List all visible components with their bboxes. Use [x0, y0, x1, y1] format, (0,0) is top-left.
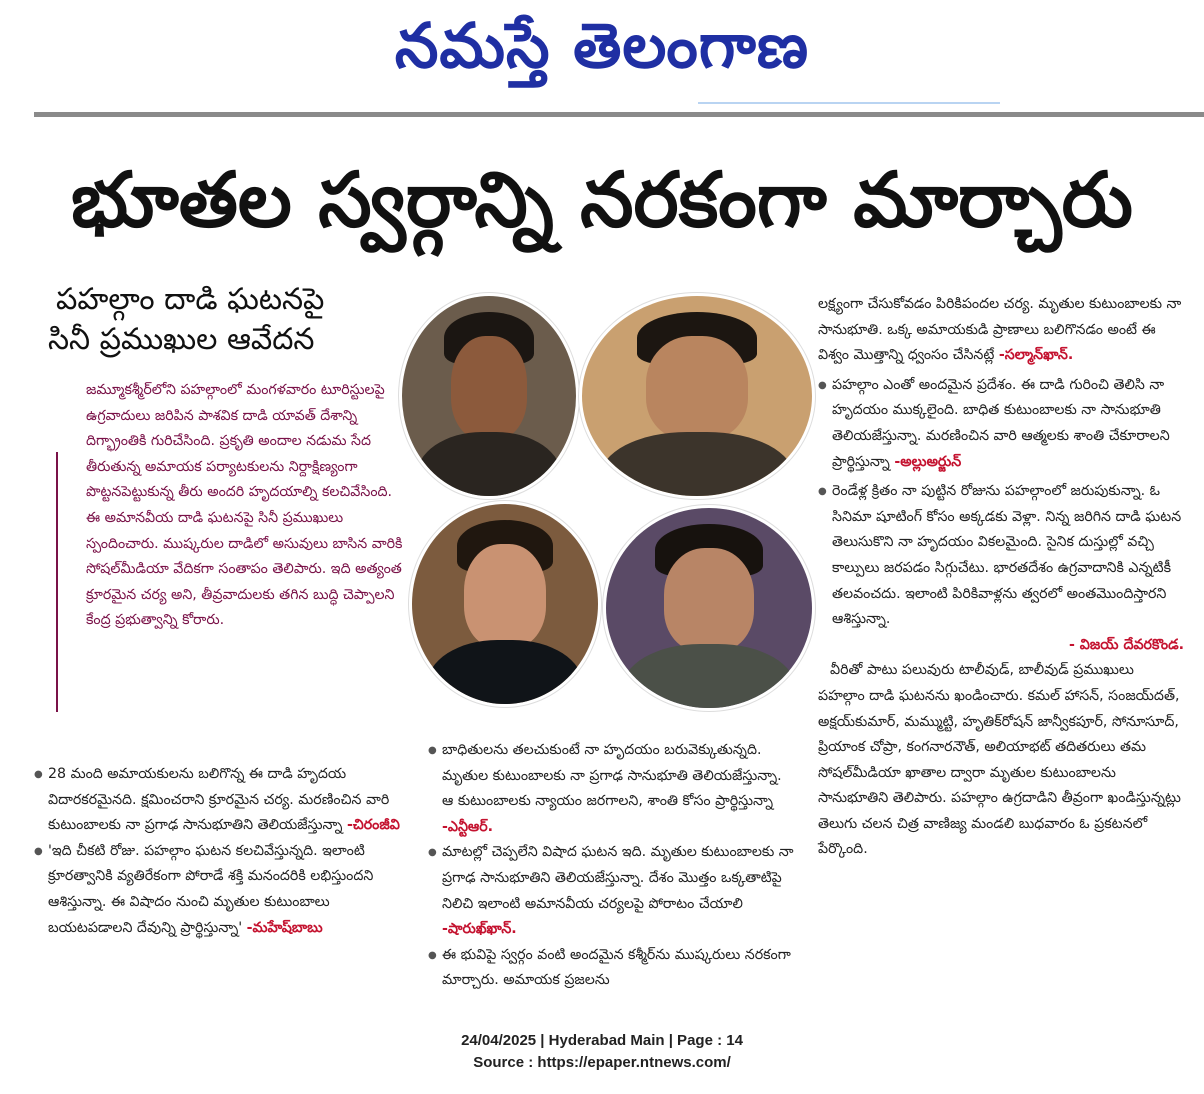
quote-salman-khan-start: ● ఈ భువిపై స్వర్గం వంటి అందమైన కశ్మీర్‌ను ముష్కరులు నరకంగా మార్చారు. అమాయక ప్రజలను: [428, 943, 796, 994]
photo-ntr: [582, 296, 812, 496]
credit-allu-arjun: -అల్లుఅర్జున్: [894, 453, 962, 470]
masthead-logo: నమస్తే తెలంగాణ: [394, 9, 810, 82]
subheadline-line-1: పహల్గాం దాడి ఘటనపై: [56, 282, 325, 317]
headline: భూతల స్వర్గాన్ని నరకంగా మార్చారు: [71, 155, 1133, 244]
closing-paragraph: వీరితో పాటు పలువురు టాలీవుడ్, బాలీవుడ్ ప్రముఖులు పహల్గాం దాడి ఘటనను ఖండించారు. కమల్ హాసన్, సంజయ్‌దత్, అక్షయ్‌కుమార్, మమ్ముట్టి, హృతిక్‌రోషన్ జాన్వీకపూర్, సోనూసూద్, ప్రియాంక చోప్రా, కంగనారనౌత్, అలియాభట్ తదితరులు తమ సోషల్‌మీడియా ఖాతాల ద్వారా మృతుల కుటుంబాలను సానుభూతిని తెలిపారు. పహల్గాం ఉగ్రదాడిని తీవ్రంగా ఖండిస్తున్నట్లు తెలుగు చలన చిత్ర వాణిజ్య మండలి బుధవారం ఓ ప్రకటనలో పేర్కొంది.: [818, 662, 1181, 858]
footer-edition-info: 24/04/2025 | Hyderabad Main | Page : 14: [461, 1032, 743, 1049]
middle-column: [428, 738, 796, 994]
photo-mahesh-babu: [412, 504, 598, 704]
credit-salman-khan: -సల్మాన్‌ఖాన్.: [998, 347, 1074, 364]
subheadline-line-2: సినీ ప్రముఖుల ఆవేదన: [48, 322, 315, 357]
credit-chiranjeevi: -చిరంజీవి: [347, 817, 400, 834]
credit-vijay-devarakonda: - విజయ్ దేవరకొండ.: [1068, 636, 1184, 653]
photo-chiranjeevi: [402, 296, 576, 496]
right-column: [818, 292, 1184, 863]
quote-chiranjeevi: ● 28 మంది అమాయకులను బలిగొన్న ఈ దాడి హృదయ విదారకరమైనది. క్షమించరాని క్రూరమైన చర్య. మరణించిన వారి కుటుంబాలకు నా ప్రగాఢ సానుభూతిని తెలియజేస్తున్నా -చిరంజీవి: [34, 762, 402, 839]
quote-shahrukh-khan: ● మాటల్లో చెప్పలేని విషాద ఘటన ఇది. మృతుల కుటుంబాలకు నా ప్రగాఢ సానుభూతిని తెలియజేస్తున్నా. దేశం మొత్తం ఒక్కతాటిపై నిలిచి ఇలాంటి అమానవీయ చర్యలపై పోరాటం చేయాలి -షారుఖ్‌ఖాన్.: [428, 840, 796, 942]
quote-ntr: ● బాధితులను తలచుకుంటే నా హృదయం బరువెక్కుతున్నది. మృతుల కుటుంబాలకు నా ప్రగాఢ సానుభూతి తెలియజేస్తున్నా. ఆ కుటుంబాలకు న్యాయం జరగాలని, శాంతి కోసం ప్రార్థిస్తున్నా -ఎన్టీఆర్.: [428, 738, 796, 840]
credit-mahesh-babu: -మహేష్‌బాబు: [246, 919, 323, 936]
left-column: [34, 762, 402, 941]
intro-accent-bar: [56, 452, 58, 712]
quote-salman-khan-cont: లక్ష్యంగా చేసుకోవడం పిరికిపందల చర్య. మృతుల కుటుంబాలకు నా సానుభూతి. ఒక్క అమాయకుడి ప్రాణాలు బలిగొనడం అంటే ఈ విశ్వం మొత్తాన్ని ధ్వంసం చేసినట్లే -సల్మాన్‌ఖాన్.: [818, 296, 1182, 364]
credit-ntr: -ఎన్టీఆర్.: [442, 818, 494, 835]
masthead-divider: [34, 112, 1204, 117]
quote-mahesh-babu: ● 'ఇది చీకటి రోజు. పహల్గాం ఘటన కలచివేస్తున్నది. ఇలాంటి క్రూరత్వానికి వ్యతిరేకంగా పోరాడే శక్తి మనందరికి లభిస్తుందని ఆశిస్తున్నా. ఈ విషాదం నుంచి మృతుల కుటుంబాలు బయటపడాలని దేవున్ని ప్రార్థిస్తున్నా' -మహేష్‌బాబు: [34, 839, 402, 941]
subheadline: [48, 280, 388, 360]
photo-vijay-devarakonda: [606, 508, 812, 708]
masthead: [0, 0, 1204, 112]
footer-source-link[interactable]: Source : https://epaper.ntnews.com/: [473, 1054, 731, 1071]
quote-vijay-devarakonda: ● రెండేళ్ల క్రితం నా పుట్టిన రోజును పహల్గాంలో జరుపుకున్నా. ఓ సినిమా షూటింగ్ కోసం అక్కడకు వెళ్లా. నిన్న జరిగిన దాడి ఘటన తెలుసుకొని నా హృదయం వికలమైంది. సైనిక దుస్తుల్లో వచ్చి కాల్పులు జరపడం సిగ్గుచేటు. భారతదేశం ఉగ్రవాదానికి ఎన్నటికీ తలవంచదు. ఇలాంటి పిరికివాళ్లను త్వరలో అంతమొందిస్తారని ఆశిస్తున్నా.: [818, 479, 1184, 633]
masthead-accent-line: [698, 102, 1000, 104]
quote-allu-arjun: ● పహల్గాం ఎంతో అందమైన ప్రదేశం. ఈ దాడి గురించి తెలిసి నా హృదయం ముక్కలైంది. బాధిత కుటుంబాలకు నా సానుభూతి తెలియజేస్తున్నా. మరణించిన వారి ఆత్మలకు శాంతి చేకూరాలని ప్రార్థిస్తున్నా -అల్లుఅర్జున్: [818, 373, 1184, 475]
intro-paragraph: జమ్మూకశ్మీర్‌లోని పహల్గాంలో మంగళవారం టూరిస్టులపై ఉగ్రవాదులు జరిపిన పాశవిక దాడి యావత్ దేశాన్ని దిగ్భ్రాంతికి గురిచేసింది. ప్రకృతి అందాల నడుమ సేద తీరుతున్న అమాయక పర్యాటకులను నిర్దాక్షిణ్యంగా పొట్టనపెట్టుకున్న తీరు అందరి హృదయాల్ని కలచివేసింది. ఈ అమానవీయ దాడి ఘటనపై సినీ ప్రముఖులు స్పందించారు. ముష్కరుల దాడిలో అసువులు బాసిన వారికి సోషల్‌మీడియా వేదికగా సంతాపం తెలిపారు. ఇది అత్యంత క్రూరమైన చర్య అని, తీవ్రవాదులకు తగిన బుద్ధి చెప్పాలని కేంద్ర ప్రభుత్వాన్ని కోరారు.: [86, 382, 403, 629]
footer: [0, 1030, 1204, 1074]
credit-shahrukh-khan: -షారుఖ్‌ఖాన్.: [442, 921, 517, 938]
